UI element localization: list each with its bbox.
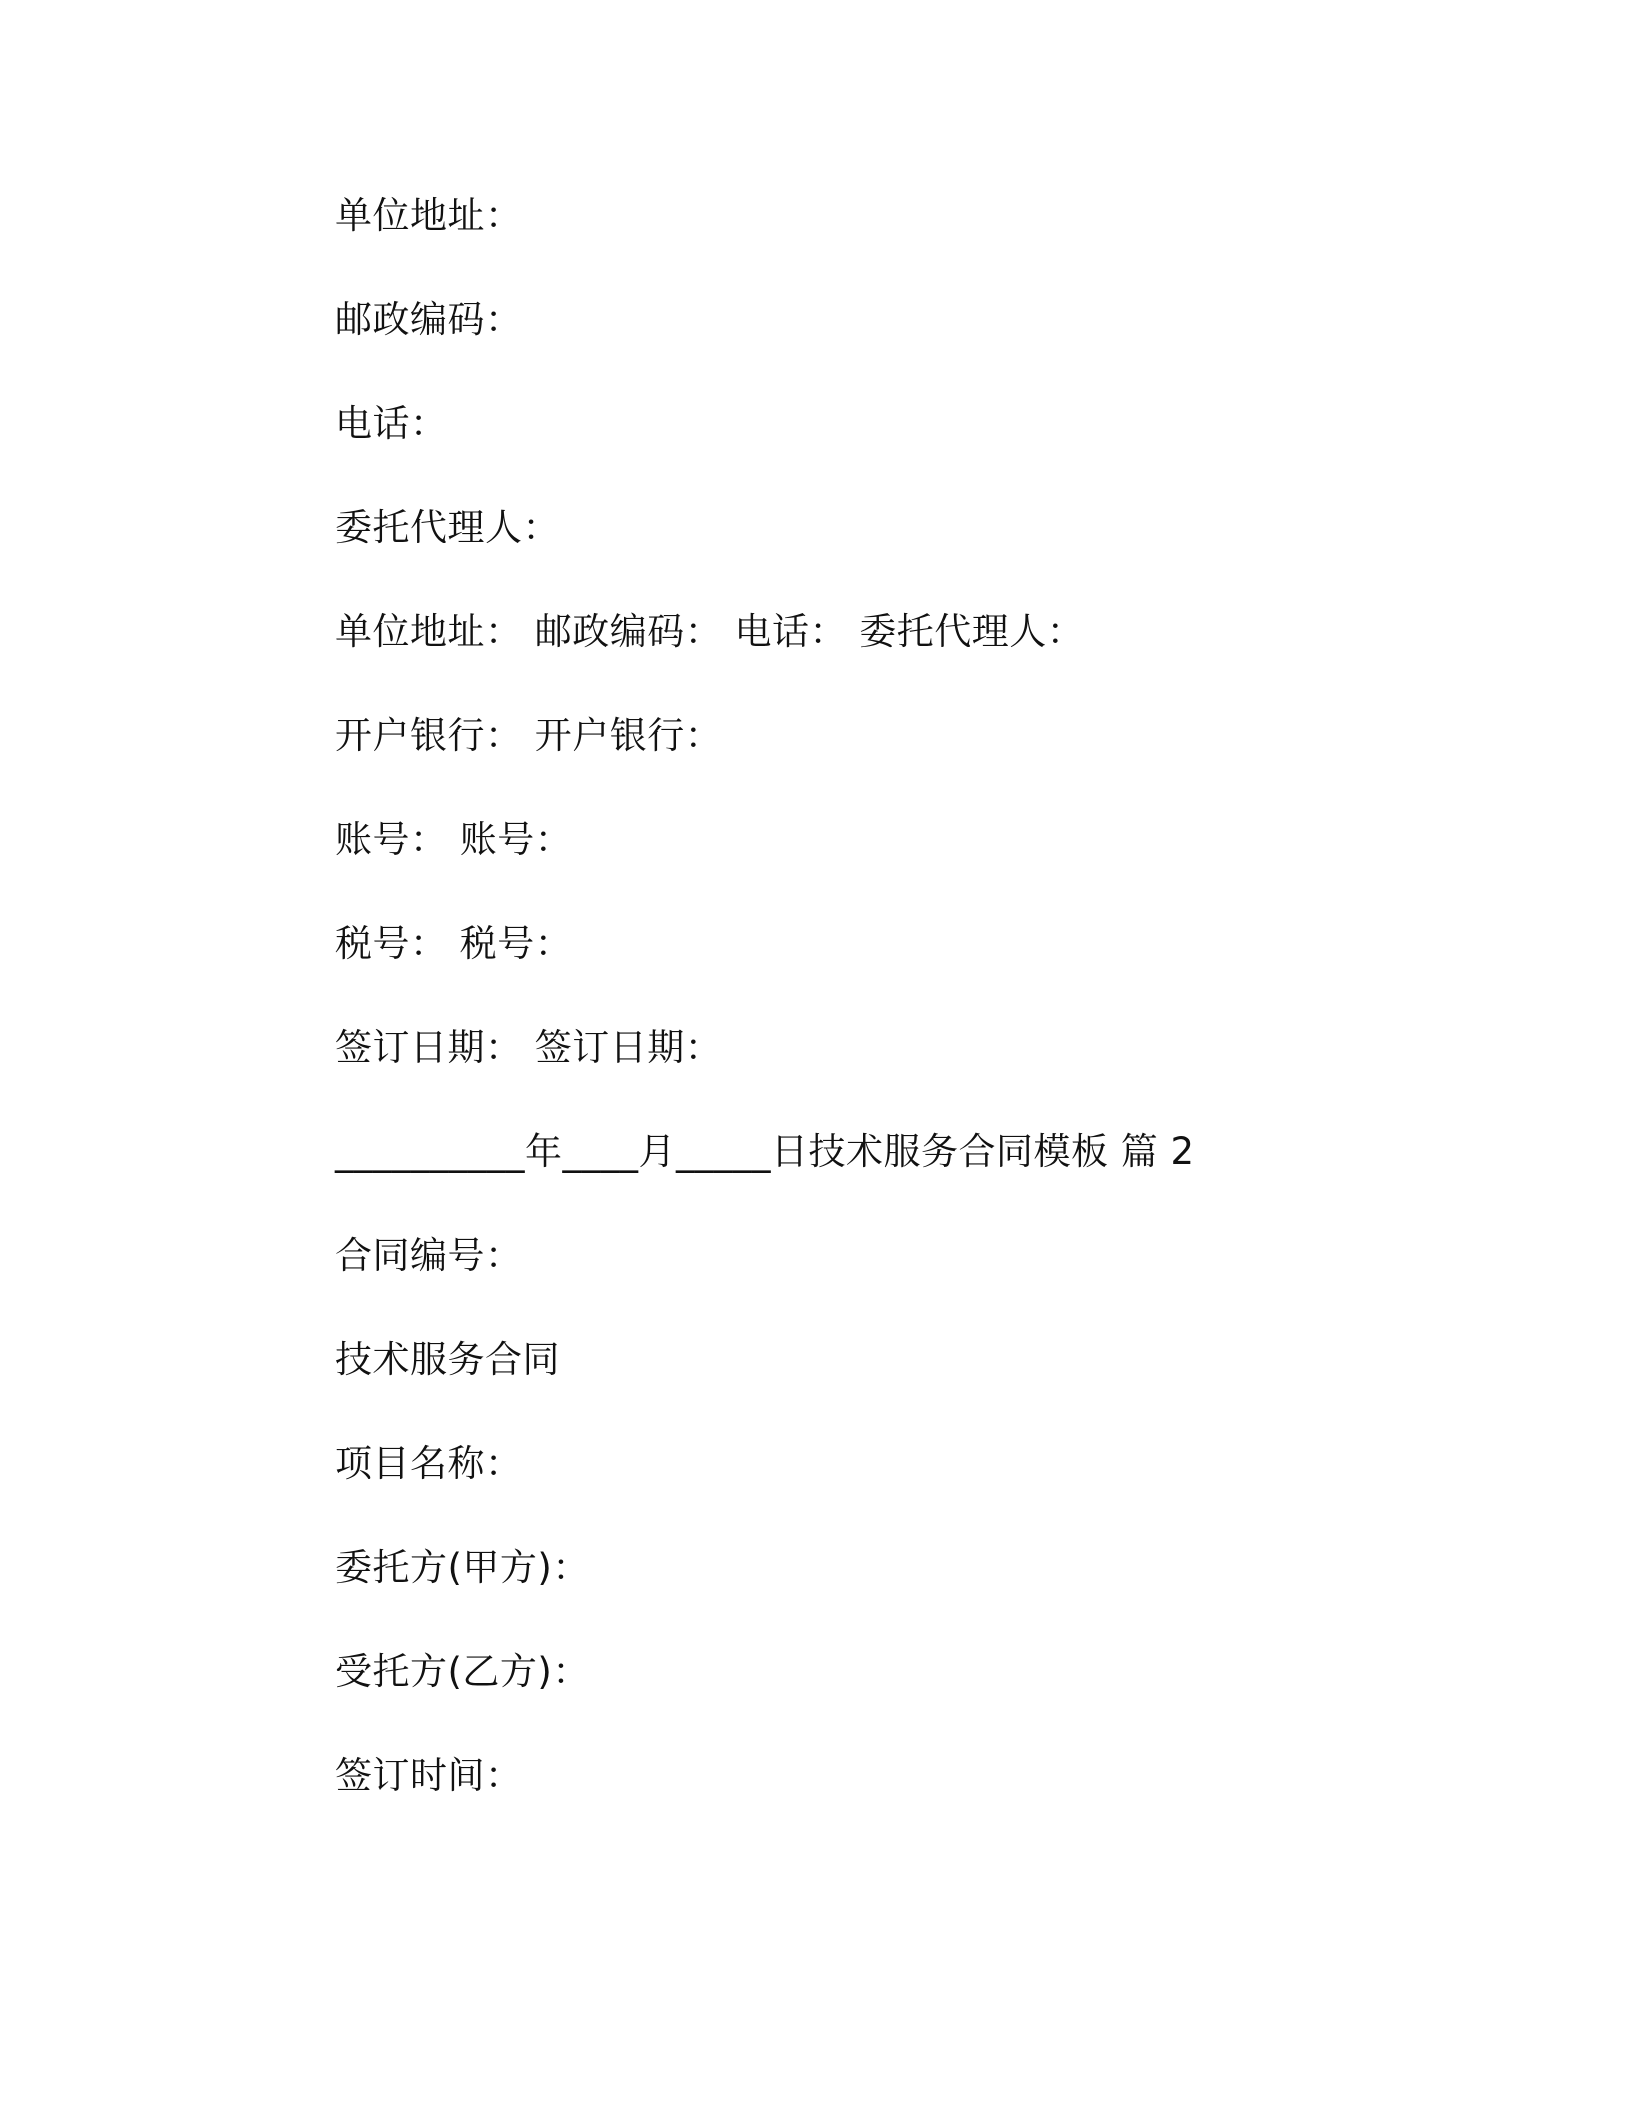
postal-code-line: 邮政编码： — [335, 298, 523, 341]
document-body — [335, 190, 1435, 1854]
unit-address-line: 单位地址： — [335, 194, 523, 237]
signing-time-line: 签订时间： — [335, 1754, 523, 1797]
bank-line: 开户银行： 开户银行： — [335, 714, 723, 757]
contractor-party-line: 受托方(乙方)： — [335, 1650, 590, 1693]
account-line: 账号： 账号： — [335, 818, 573, 861]
client-party-line: 委托方(甲方)： — [335, 1546, 590, 1589]
contract-title-line: 技术服务合同 — [335, 1338, 560, 1381]
phone-line: 电话： — [335, 402, 448, 445]
agent-line: 委托代理人： — [335, 506, 560, 549]
template-heading-line: __________年____月_____日技术服务合同模板 篇 2 — [335, 1130, 1195, 1173]
combined-contact-line: 单位地址： 邮政编码： 电话： 委托代理人： — [335, 610, 1085, 653]
project-name-line: 项目名称： — [335, 1442, 523, 1485]
tax-number-line: 税号： 税号： — [335, 922, 573, 965]
signing-date-line: 签订日期： 签订日期： — [335, 1026, 723, 1069]
contract-number-line: 合同编号： — [335, 1234, 523, 1277]
